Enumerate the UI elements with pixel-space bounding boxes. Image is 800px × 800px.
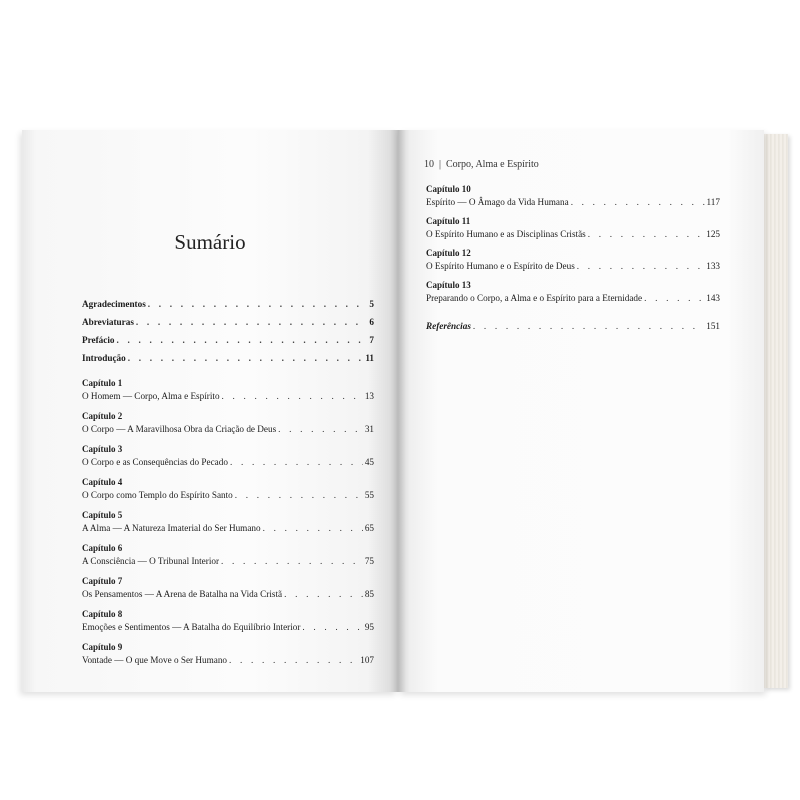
- dot-leader: [473, 320, 704, 333]
- chapter-heading: Capítulo 10: [426, 184, 471, 194]
- chapter-heading: Capítulo 8: [82, 609, 123, 619]
- toc-chapter-11: [426, 215, 720, 241]
- toc-entry-page: 151: [706, 321, 720, 331]
- dot-leader: [230, 456, 363, 469]
- page-title: Sumário: [174, 230, 246, 254]
- chapter-page: 133: [706, 261, 720, 271]
- chapter-page: 85: [364, 589, 374, 599]
- chapter-heading: Capítulo 6: [82, 543, 123, 553]
- chapter-title: Espírito — O Âmago da Vida Humana: [426, 197, 569, 207]
- running-head-separator: |: [439, 159, 442, 170]
- toc-chapter-10: [426, 183, 720, 209]
- toc-entry-label: Abreviaturas: [82, 317, 134, 327]
- chapter-title: O Corpo — A Maravilhosa Obra da Criação de Deus: [82, 424, 277, 434]
- toc-chapter-3: [82, 443, 374, 469]
- dot-leader: [222, 390, 363, 403]
- toc-chapter-6: [82, 542, 374, 568]
- dot-leader: [229, 654, 358, 667]
- dot-leader: [148, 298, 368, 311]
- toc-entry: [426, 292, 720, 305]
- toc-entry-page: 11: [365, 353, 374, 363]
- dot-leader: [577, 260, 704, 273]
- toc-entry-agradecimentos: [82, 298, 374, 311]
- running-head: [424, 159, 539, 170]
- toc-entry: [82, 555, 374, 568]
- chapter-heading: Capítulo 3: [82, 444, 123, 454]
- chapter-page: 143: [706, 293, 720, 303]
- chapter-page: 107: [360, 655, 374, 665]
- toc-entry-page: 6: [369, 317, 374, 327]
- chapter-heading: Capítulo 11: [426, 216, 471, 226]
- toc-entry: [426, 260, 720, 273]
- toc-chapter-8: [82, 608, 374, 634]
- chapter-heading: Capítulo 2: [82, 411, 123, 421]
- toc-chapter-7: [82, 575, 374, 601]
- toc-entry-label: Referências: [426, 321, 471, 331]
- toc-entry-label: Prefácio: [82, 335, 115, 345]
- toc-entry-abreviaturas: [82, 316, 374, 329]
- book-gutter: [390, 130, 406, 692]
- chapter-page: 95: [364, 622, 374, 632]
- chapter-title: Os Pensamentos — A Arena de Batalha na Vida Cristã: [82, 589, 283, 599]
- toc-chapter-1: [82, 377, 374, 403]
- toc-entry: [82, 489, 374, 502]
- chapter-page: 45: [364, 457, 374, 467]
- dot-leader: [302, 621, 362, 634]
- page-edges: [764, 134, 788, 688]
- toc-entry-referencias: [426, 320, 720, 333]
- toc-entry-label: Introdução: [82, 353, 126, 363]
- dot-leader: [263, 522, 363, 535]
- dot-leader: [116, 334, 367, 347]
- chapter-title: O Espírito Humano e o Espírito de Deus: [426, 261, 575, 271]
- toc-chapter-12: [426, 247, 720, 273]
- dot-leader: [136, 316, 368, 329]
- dot-leader: [284, 588, 363, 601]
- chapter-heading: Capítulo 4: [82, 477, 123, 487]
- dot-leader: [278, 423, 363, 436]
- chapter-page: 31: [364, 424, 374, 434]
- chapter-heading: Capítulo 7: [82, 576, 123, 586]
- chapter-title: O Corpo e as Consequências do Pecado: [82, 457, 228, 467]
- toc-entry-page: 7: [369, 335, 374, 345]
- toc-entry-page: 5: [369, 299, 374, 309]
- toc-chapter-9: [82, 641, 374, 667]
- chapter-page: 75: [364, 556, 374, 566]
- toc-entry: [82, 423, 374, 436]
- chapter-heading: Capítulo 1: [82, 378, 123, 388]
- toc-entry: [82, 621, 374, 634]
- toc-entry: [82, 654, 374, 667]
- toc-chapter-4: [82, 476, 374, 502]
- chapter-title: Emoções e Sentimentos — A Batalha do Equilíbrio Interior: [82, 622, 301, 632]
- chapter-page: 125: [706, 229, 720, 239]
- chapter-page: 13: [364, 391, 374, 401]
- toc-entry: [82, 588, 374, 601]
- running-head-page-number: 10: [424, 159, 434, 170]
- chapter-page: 65: [364, 523, 374, 533]
- toc-entry: [82, 456, 374, 469]
- toc-entry-introducao: [82, 352, 374, 365]
- dot-leader: [221, 555, 363, 568]
- toc-chapter-13: [426, 279, 720, 305]
- chapter-heading: Capítulo 13: [426, 280, 471, 290]
- toc-entry-label: Agradecimentos: [82, 299, 146, 309]
- toc-entry: [82, 390, 374, 403]
- dot-leader: [588, 228, 704, 241]
- chapter-title: A Alma — A Natureza Imaterial do Ser Humano: [82, 523, 261, 533]
- running-head-book-title: Corpo, Alma e Espírito: [446, 159, 539, 170]
- dot-leader: [571, 196, 705, 209]
- toc-entry: [426, 196, 720, 209]
- chapter-heading: Capítulo 5: [82, 510, 123, 520]
- chapter-title: O Espírito Humano e as Disciplinas Cristãs: [426, 229, 586, 239]
- dot-leader: [644, 292, 704, 305]
- chapter-title: Vontade — O que Move o Ser Humano: [82, 655, 228, 665]
- dot-leader: [235, 489, 363, 502]
- toc-chapter-5: [82, 509, 374, 535]
- chapter-title: A Consciência — O Tribunal Interior: [82, 556, 220, 566]
- toc-entry: [82, 522, 374, 535]
- chapter-page: 117: [706, 197, 720, 207]
- chapter-heading: Capítulo 12: [426, 248, 471, 258]
- dot-leader: [128, 352, 364, 365]
- toc-entry: [426, 228, 720, 241]
- toc-chapter-2: [82, 410, 374, 436]
- chapter-page: 55: [364, 490, 374, 500]
- open-book: [22, 130, 788, 692]
- chapter-title: O Homem — Corpo, Alma e Espírito: [82, 391, 220, 401]
- chapter-title: O Corpo como Templo do Espírito Santo: [82, 490, 233, 500]
- left-page: [22, 130, 398, 692]
- chapter-heading: Capítulo 9: [82, 642, 123, 652]
- right-page: [398, 130, 764, 692]
- toc-entry-prefacio: [82, 334, 374, 347]
- chapter-title: Preparando o Corpo, a Alma e o Espírito para a Eternidade: [426, 293, 643, 303]
